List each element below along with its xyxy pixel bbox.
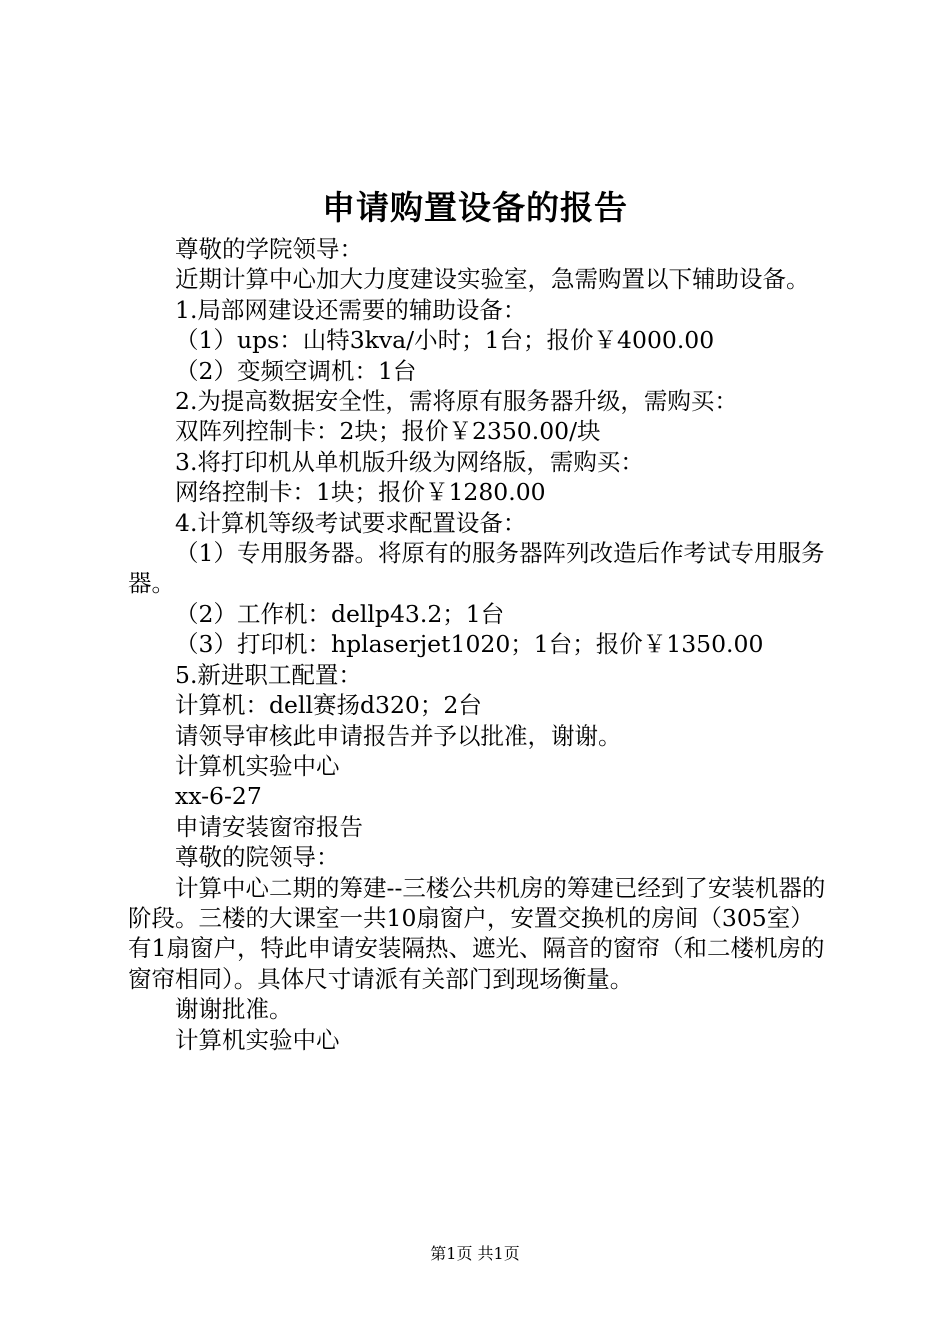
- item-raid-card: 双阵列控制卡：2块；报价￥2350.00/块: [175, 417, 601, 446]
- thanks-line: 谢谢批准。: [175, 995, 293, 1024]
- item-printer: （3）打印机：hplaserjet1020；1台；报价￥1350.00: [175, 630, 764, 659]
- second-report-title: 申请安装窗帘报告: [175, 812, 363, 841]
- section-5-heading: 5.新进职工配置：: [175, 660, 362, 689]
- document-body: [128, 234, 832, 1055]
- curtain-request-paragraph: 计算中心二期的筹建--三楼公共机房的筹建已经到了安装机器的阶段。三楼的大课室一共10扇窗户，安置交换机的房间（305室）有1扇窗户，特此申请安装隔热、遮光、隔音的窗帘（和二楼机房的窗帘相同）。具体尺寸请派有关部门到现场衡量。: [128, 873, 826, 993]
- section-4-heading: 4.计算机等级考试要求配置设备：: [175, 508, 527, 537]
- intro-paragraph: 近期计算中心加大力度建设实验室，急需购置以下辅助设备。: [175, 265, 810, 294]
- item-new-staff-computer: 计算机：dell赛扬d320；2台: [175, 691, 482, 720]
- section-2-heading: 2.为提高数据安全性，需将原有服务器升级，需购买：: [175, 387, 738, 416]
- item-network-card: 网络控制卡：1块；报价￥1280.00: [175, 478, 546, 507]
- item-ups: （1）ups：山特3kva/小时；1台；报价￥4000.00: [175, 326, 715, 355]
- signature-org: 计算机实验中心: [175, 751, 340, 780]
- page-footer: 第1页 共1页: [430, 1244, 520, 1263]
- section-3-heading: 3.将打印机从单机版升级为网络版，需购买：: [175, 447, 644, 476]
- item-dedicated-server: （1）专用服务器。将原有的服务器阵列改造后作考试专用服务器。: [128, 539, 825, 598]
- signature-date: xx-6-27: [175, 782, 262, 811]
- document-title: 申请购置设备的报告: [322, 188, 628, 227]
- salutation: 尊敬的学院领导：: [175, 235, 363, 263]
- item-workstation: （2）工作机：dellp43.2；1台: [175, 599, 505, 628]
- closing-request: 请领导审核此申请报告并予以批准，谢谢。: [175, 721, 622, 750]
- section-1-heading: 1.局部网建设还需要的辅助设备：: [175, 295, 527, 324]
- second-signature-org: 计算机实验中心: [175, 1025, 340, 1054]
- item-air-conditioner: （2）变频空调机：1台: [175, 356, 417, 385]
- second-salutation: 尊敬的院领导：: [175, 843, 340, 872]
